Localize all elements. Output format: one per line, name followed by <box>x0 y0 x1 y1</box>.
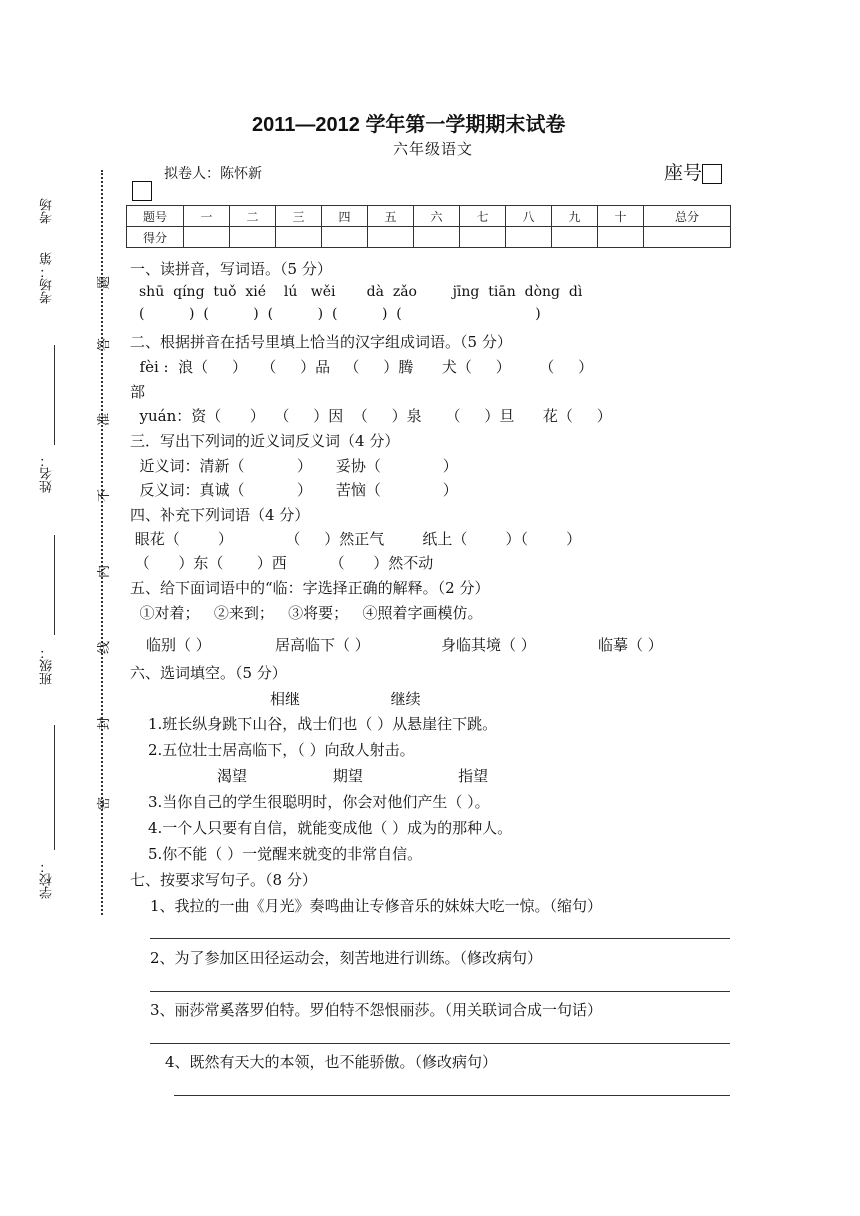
q7-answer-line-2[interactable] <box>150 991 730 992</box>
q7-answer-line-1[interactable] <box>150 938 730 939</box>
q7-prompt-1: 1、我拉的一曲《月光》奏鸣曲让专修音乐的妹妹大吃一惊。（缩句） <box>150 897 603 915</box>
score-cell[interactable] <box>644 227 731 248</box>
score-header-cell: 总分 <box>644 206 731 227</box>
q1-heading: 一、读拼音，写词语。（5 分） <box>130 260 332 278</box>
score-cell[interactable] <box>414 227 460 248</box>
exam-title: 2011—2012 学年第一学期期末试卷 <box>252 114 566 136</box>
q7-answer-line-4[interactable] <box>174 1095 730 1096</box>
seal-char-8: 密 <box>97 796 113 811</box>
school-blank-line <box>54 725 55 850</box>
seal-char-6: 线 <box>97 640 113 655</box>
q7-prompt-3: 3、丽莎常奚落罗伯特。罗伯特不怨恨丽莎。（用关联词合成一句话） <box>150 1001 603 1019</box>
q6-sentence-2[interactable]: 2.五位壮士居高临下，（ ）向敌人射击。 <box>148 741 415 759</box>
score-cell[interactable] <box>552 227 598 248</box>
seal-char-2: 答 <box>97 337 113 352</box>
score-table-header-row <box>127 206 731 227</box>
q3-synonym-line[interactable]: 近义词：清新（ ） 妥协（ ） <box>130 457 458 475</box>
q6-sentence-3[interactable]: 3.当你自己的学生很聪明时，你会对他们产生（ ）。 <box>148 793 490 811</box>
score-header-cell: 题号 <box>127 206 184 227</box>
exam-room-label: 考场 <box>40 198 55 224</box>
q7-prompt-2: 2、为了参加区田径运动会，刻苦地进行训练。（修改病句） <box>150 949 543 967</box>
seal-char-4: 不 <box>97 488 113 503</box>
score-cell[interactable] <box>460 227 506 248</box>
score-row-label: 得分 <box>127 227 184 248</box>
q3-heading: 三．写出下列词的近义词反义词（4 分） <box>130 432 400 450</box>
q6-sentence-5[interactable]: 5.你不能（ ）一觉醒来就变的非常自信。 <box>148 845 423 863</box>
class-blank-line <box>54 535 55 635</box>
q4-line-1[interactable]: 眼花（ ） （ ）然正气 纸上（ ）（ ） <box>130 530 582 548</box>
q1-answer-brackets[interactable]: ( ) ( ) ( ) ( ) ( ) <box>139 306 541 322</box>
score-header-cell: 九 <box>552 206 598 227</box>
q7-answer-line-3[interactable] <box>150 1043 730 1044</box>
school-label: 学校： <box>40 860 55 899</box>
score-cell[interactable] <box>506 227 552 248</box>
score-header-cell: 十 <box>598 206 644 227</box>
score-header-cell: 六 <box>414 206 460 227</box>
score-table <box>126 205 731 248</box>
q7-prompt-4: 4、既然有天大的本领，也不能骄傲。（修改病句） <box>165 1053 498 1071</box>
q5-item-1[interactable]: 临别（ ） <box>146 636 211 654</box>
score-header-cell: 四 <box>322 206 368 227</box>
score-header-cell: 一 <box>184 206 230 227</box>
exam-subtitle: 六年级语文 <box>393 140 474 158</box>
q2-heading: 二、根据拼音在括号里填上恰当的汉字组成词语。（5 分） <box>130 333 512 351</box>
seal-char-7: 封 <box>97 716 113 731</box>
class-label: 班级： <box>40 646 55 685</box>
q5-item-4[interactable]: 临摹（ ） <box>598 636 663 654</box>
score-cell[interactable] <box>230 227 276 248</box>
q4-heading: 四、补充下列词语（4 分） <box>130 506 310 524</box>
q6-sentence-1[interactable]: 1.班长纵身跳下山谷，战士们也（ ）从悬崖往下跳。 <box>148 715 498 733</box>
score-cell[interactable] <box>598 227 644 248</box>
q5-heading: 五、给下面词语中的“临：字选择正确的解释。（2 分） <box>130 579 490 597</box>
seal-char-5: 内 <box>97 564 113 579</box>
q2-line-fei-cont: 部 <box>130 383 146 401</box>
q2-line-yuan[interactable]: yuán：资（ ） （ ）因 （ ）泉 （ ）旦 花（ ） <box>130 407 612 425</box>
q3-antonym-line[interactable]: 反义词：真诚（ ） 苦恼（ ） <box>130 481 458 499</box>
score-header-cell: 八 <box>506 206 552 227</box>
score-header-cell: 三 <box>276 206 322 227</box>
score-header-cell: 五 <box>368 206 414 227</box>
score-header-cell: 七 <box>460 206 506 227</box>
score-cell[interactable] <box>322 227 368 248</box>
seat-label <box>664 158 722 185</box>
score-header-cell: 二 <box>230 206 276 227</box>
q6-word-options-2: 渴望 期望 指望 <box>217 767 489 785</box>
q5-item-2[interactable]: 居高临下（ ） <box>275 636 370 654</box>
name-label: 姓名： <box>40 454 55 493</box>
author-line: 拟卷人：陈怀新 <box>164 166 262 182</box>
score-table-score-row <box>127 227 731 248</box>
score-cell[interactable] <box>368 227 414 248</box>
q6-heading: 六、选词填空。（5 分） <box>130 664 287 682</box>
q1-pinyin: shū qíng tuǒ xié lú wěi dà zǎo jīng tiān dòng dì <box>139 284 583 300</box>
q7-heading: 七、按要求写句子。（8 分） <box>130 871 317 889</box>
room-number-label: 考场：第 <box>40 252 55 304</box>
q4-line-2[interactable]: （ ）东（ ）西 （ ）然不动 <box>130 554 434 572</box>
score-cell[interactable] <box>184 227 230 248</box>
seal-char-1: 题 <box>97 275 113 290</box>
q6-word-options-1: 相继 继续 <box>270 690 421 708</box>
q5-options: ①对着； ②来到； ③将要； ④照着字画模仿。 <box>130 604 483 622</box>
q2-line-fei[interactable]: fèi : 浪（ ） （ ）品 （ ）腾 犬（ ） （ ） <box>130 358 594 376</box>
score-cell[interactable] <box>276 227 322 248</box>
corner-box[interactable] <box>132 180 152 201</box>
q6-sentence-4[interactable]: 4.一个人只要有自信，就能变成他（ ）成为的那种人。 <box>148 819 513 837</box>
q5-item-3[interactable]: 身临其境（ ） <box>441 636 536 654</box>
name-blank-line <box>54 345 55 445</box>
seat-text: 座号 <box>664 163 703 184</box>
seal-char-3: 准 <box>97 412 113 427</box>
seat-box[interactable] <box>702 164 722 184</box>
